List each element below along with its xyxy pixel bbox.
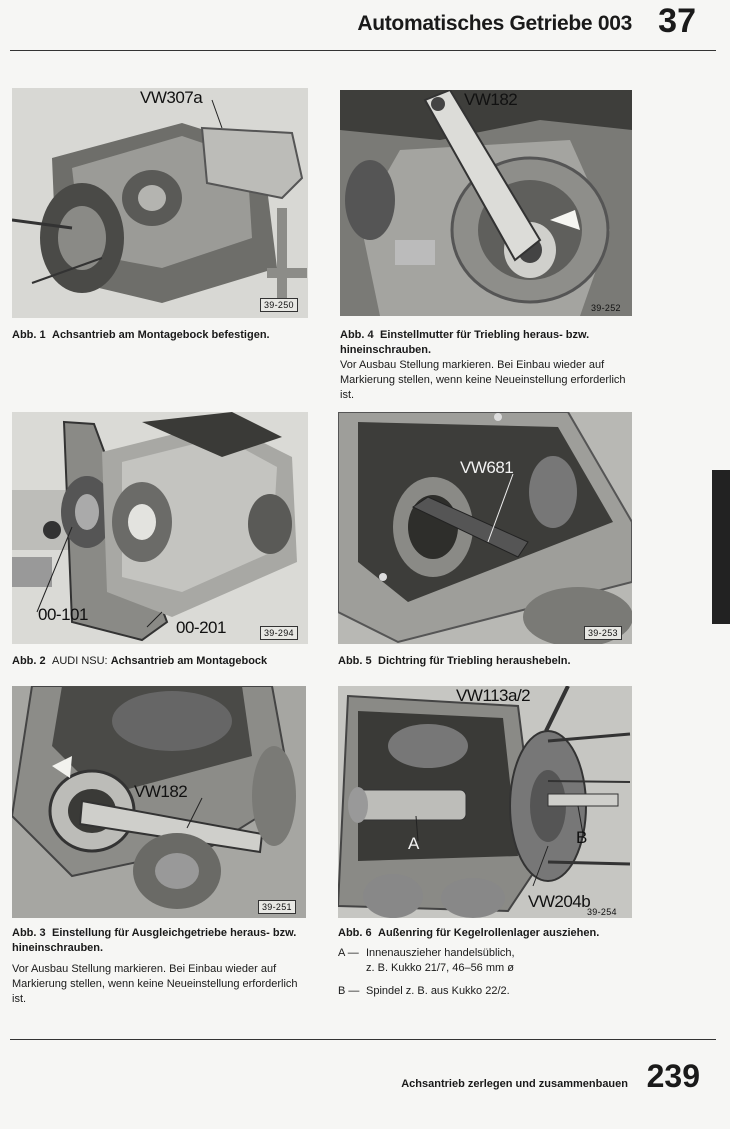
figure-2-caption-prefix: AUDI NSU:	[52, 655, 108, 667]
figure-4-tool-label: VW182	[464, 90, 518, 109]
footer-title: Achsantrieb zerlegen und zusammenbauen	[401, 1078, 628, 1090]
figure-4-caption-text: Einstellmutter für Triebling heraus- bzw. hineinschrauben.	[340, 329, 590, 356]
figure-1-number: Abb. 1	[12, 329, 46, 341]
figure-5-ref: 39-253	[584, 626, 622, 640]
figure-4-caption	[340, 328, 640, 403]
figure-3-ref: 39-251	[258, 900, 296, 914]
figure-6-caption	[338, 926, 638, 941]
legend-text-b: Spindel z. B. aus Kukko 22/2.	[366, 985, 510, 997]
figure-5-number: Abb. 5	[338, 655, 372, 667]
figure-3-caption-text: Einstellung für Ausgleichgetriebe heraus- bzw. hineinschrauben.	[12, 927, 297, 954]
figure-6-photo	[338, 686, 632, 918]
figure-3-number: Abb. 3	[12, 927, 46, 939]
chapter-number: 37	[658, 2, 696, 40]
figure-2-caption-text: Achsantrieb am Montagebock	[110, 655, 268, 667]
figure-2-caption	[12, 654, 322, 669]
figure-6-number: Abb. 6	[338, 927, 372, 939]
figure-5-tool-label: VW681	[460, 458, 514, 477]
figure-5-photo	[338, 412, 632, 644]
figure-1-caption	[12, 328, 312, 343]
figure-3-tool-label: VW182	[134, 782, 188, 801]
figure-4-number: Abb. 4	[340, 329, 374, 341]
header-title: Automatisches Getriebe 003	[357, 12, 632, 35]
figure-6-label-a: A	[408, 834, 419, 853]
figure-4-photo	[340, 90, 632, 316]
figure-6-caption-text: Außenring für Kegelrollenlager ausziehen.	[378, 927, 600, 939]
figure-6-ref: 39-254	[587, 907, 617, 917]
figure-6-tool-label-2: VW204b	[528, 892, 591, 911]
figure-2-tool-label-1: 00-101	[38, 605, 88, 624]
figure-5-caption	[338, 654, 638, 669]
legend-text-a-2: z. B. Kukko 21/7, 46–56 mm ø	[366, 962, 514, 974]
figure-1-ref: 39-250	[260, 298, 298, 312]
figure-2-tool-label-2: 00-201	[176, 618, 226, 637]
figure-1-photo	[12, 88, 308, 318]
figure-3-caption-detail: Vor Ausbau Stellung markieren. Bei Einbau wieder auf Markierung stellen, wenn keine Neueinstellung erforderlich ist.	[12, 963, 298, 1005]
figure-3-photo	[12, 686, 306, 918]
figure-6-label-b: B	[576, 828, 587, 847]
legend-key-a: A —	[338, 947, 359, 959]
figure-4-ref: 39-252	[591, 303, 621, 313]
page-number: 239	[646, 1058, 700, 1094]
footer-rule	[10, 1039, 716, 1040]
figure-2-number: Abb. 2	[12, 655, 46, 667]
legend-key-b: B —	[338, 985, 360, 997]
thumb-index-tab	[712, 470, 730, 624]
header-rule	[10, 50, 716, 51]
figure-3-caption	[12, 926, 312, 1007]
legend-item-a	[338, 946, 638, 961]
figure-6-legend	[338, 946, 638, 999]
figure-4-caption-detail: Vor Ausbau Stellung markieren. Bei Einbau wieder auf Markierung stellen, wenn keine Neueinstellung erforderlich ist.	[340, 359, 626, 401]
figure-2-photo	[12, 412, 308, 644]
figure-5-caption-text: Dichtring für Triebling heraushebeln.	[378, 655, 571, 667]
figure-2-ref: 39-294	[260, 626, 298, 640]
figure-1-caption-text: Achsantrieb am Montagebock befestigen.	[52, 329, 270, 341]
figure-1-tool-label: VW307a	[140, 88, 203, 107]
legend-text-a: Innenauszieher handelsüblich,	[366, 947, 515, 959]
figure-6-tool-label-1: VW113a/2	[456, 686, 531, 705]
legend-item-b	[338, 984, 638, 999]
